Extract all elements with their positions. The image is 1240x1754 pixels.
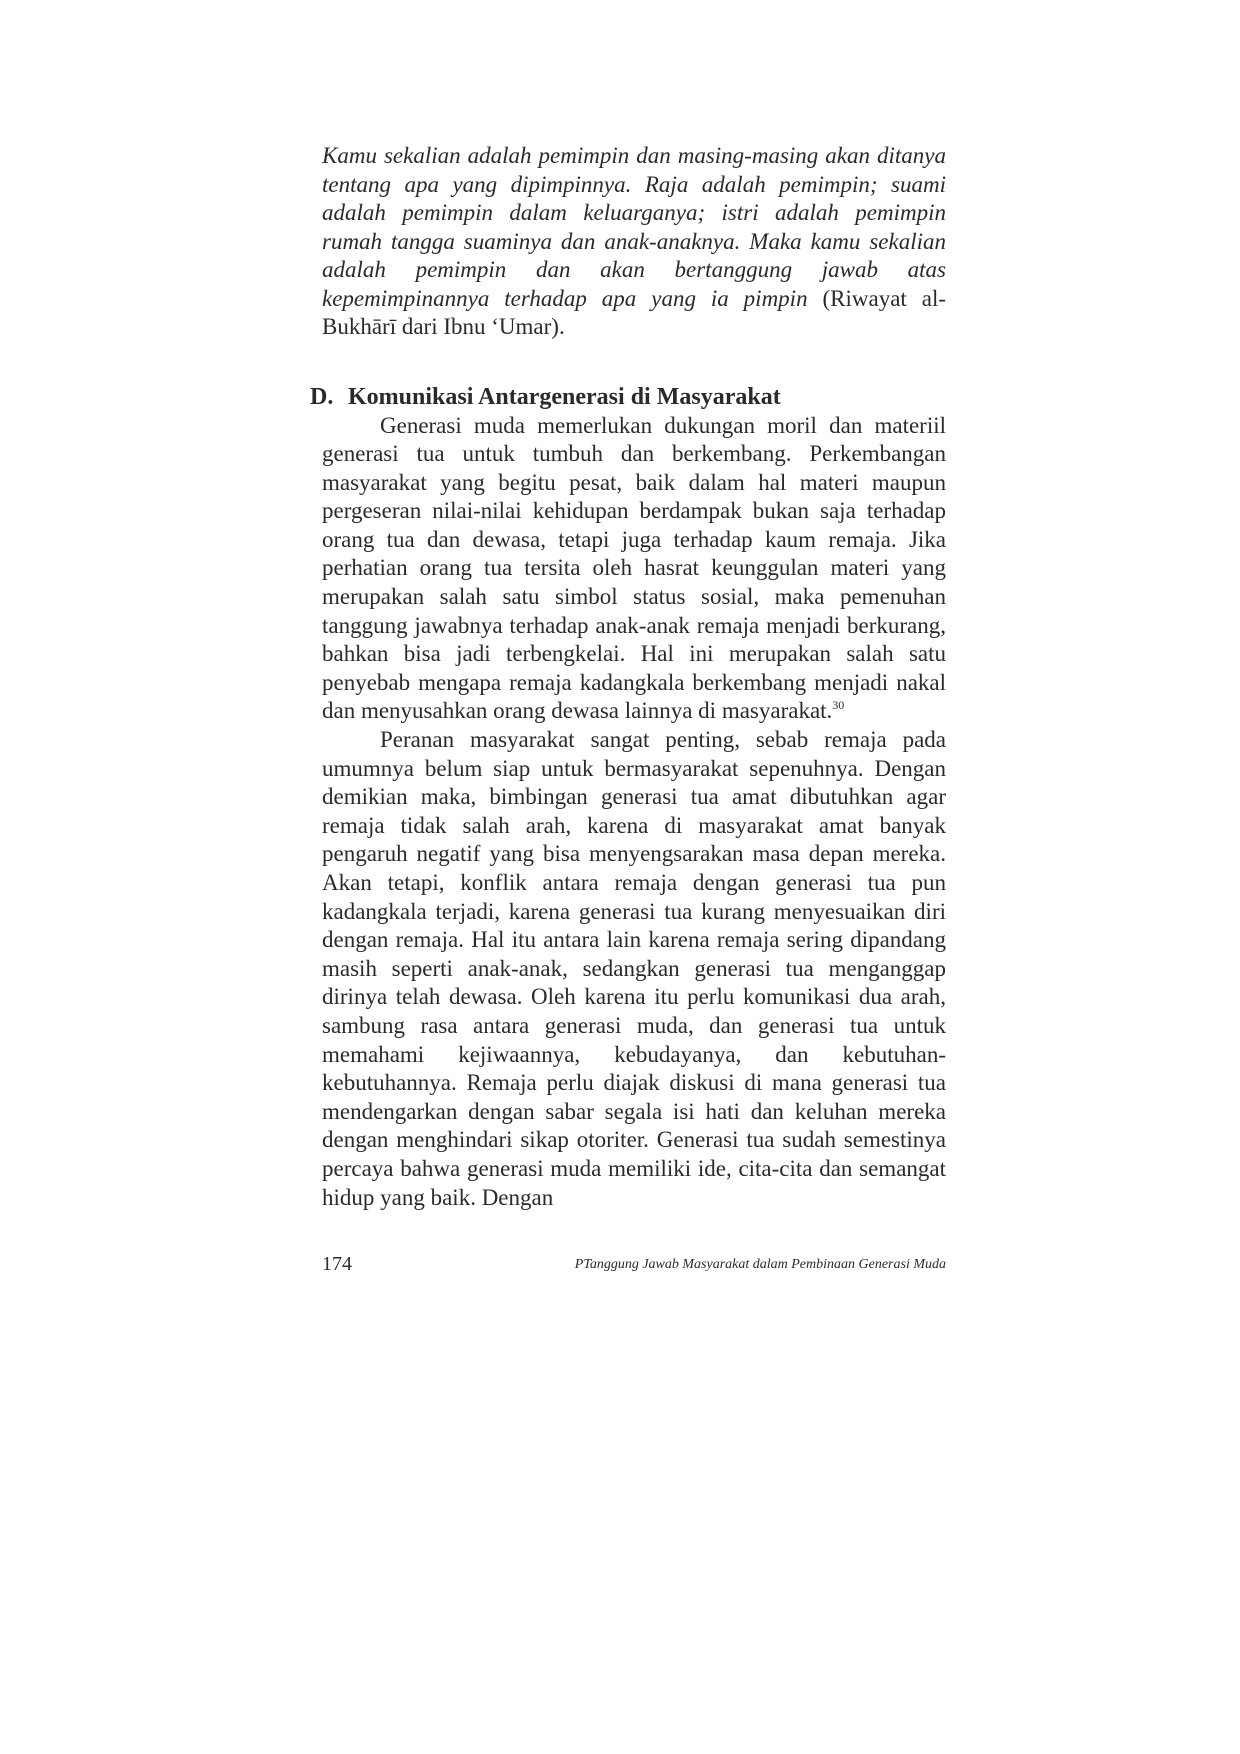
hadith-source: (Riwayat al-Bukhārī dari Ibnu ‘Umar). (322, 285, 946, 339)
paragraph-1-text: Generasi muda memerlukan dukungan moril dan materiil generasi tua untuk tumbuh dan berkembang. Perkembangan masyarakat yang begitu pesat, baik dalam hal materi maupun pergeseran nilai-nilai kehidupan berdampak bukan saja terhadap orang tua dan dewasa, tetapi juga terhadap kaum remaja. Jika perhatian orang tua tersita oleh hasrat keunggulan materi yang merupakan salah satu simbol status sosial, maka pemenuhan tanggung jawabnya terhadap anak-anak remaja menjadi berkurang, bahkan bisa jadi terbengkelai. Hal ini merupakan salah satu penyebab mengapa remaja kadangkala berkembang menjadi nakal dan menyusahkan orang dewasa lainnya di masyarakat. (322, 412, 946, 724)
footnote-marker[interactable]: 30 (832, 698, 845, 713)
section-number: D. (310, 383, 334, 410)
paragraph-2 (322, 726, 946, 1212)
hadith-quote (322, 142, 946, 342)
page-footer (322, 1253, 946, 1283)
page-body (310, 142, 946, 1212)
paragraph-1 (322, 412, 946, 727)
page-number: 174 (322, 1253, 352, 1275)
paragraph-2-text: Peranan masyarakat sangat penting, sebab remaja pada umumnya belum siap untuk bermasyarakat sepenuhnya. Dengan demikian maka, bimbingan generasi tua amat dibutuhkan agar remaja tidak salah arah, karena di masyarakat amat banyak pengaruh negatif yang bisa menyengsarakan masa depan mereka. Akan tetapi, konflik antara remaja dengan generasi tua pun kadangkala terjadi, karena generasi tua kurang menyesuaikan diri dengan remaja. Hal itu antara lain karena remaja sering dipandang masih seperti anak-anak, sedangkan generasi tua menganggap dirinya telah dewasa. Oleh karena itu perlu komunikasi dua arah, sambung rasa antara generasi muda, dan generasi tua untuk memahami kejiwaannya, kebudayanya, dan kebutuhan-kebutuhannya. Remaja perlu diajak diskusi di mana generasi tua mendengarkan dengan sabar segala isi hati dan keluhan mereka dengan menghindari sikap otoriter. Generasi tua sudah semestinya percaya bahwa generasi muda memiliki ide, cita-cita dan semangat hidup yang baik. Dengan (322, 727, 946, 1210)
section-heading (310, 382, 946, 412)
hadith-quote-text: Kamu sekalian adalah pemimpin dan masing-masing akan ditanya tentang apa yang dipimpinnya. Raja adalah pemimpin; suami adalah pemimpin dalam keluarganya; istri adalah pemimpin rumah tangga suaminya dan anak-anaknya. Maka kamu sekalian adalah pemimpin dan akan bertanggung jawab atas kepemimpinannya terhadap apa yang ia pimpin (322, 143, 946, 311)
section-title: Komunikasi Antargenerasi di Masyarakat (348, 383, 781, 410)
running-title: PTanggung Jawab Masyarakat dalam Pembinaan Generasi Muda (574, 1257, 946, 1272)
